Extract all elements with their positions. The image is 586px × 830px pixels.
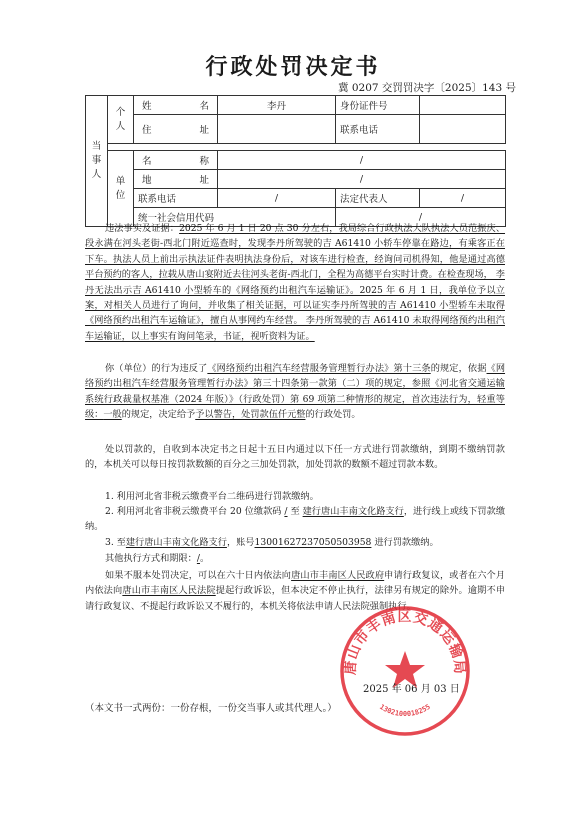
decision-severity: 一般	[103, 409, 122, 421]
method2-text-2: 至	[290, 506, 300, 517]
address-label: 住 址	[134, 115, 218, 144]
facts-text: 2025 年 6 月 1 日 20 点 30 分左右，我局综合行政执法大队执法人员范振庆、段永满在河头老街-西北门附近巡查时，发现李丹所驾驶的吉 A61410 小轿车停靠在路边，有乘客正在下车。执法人员上前出示执法证件表明执法身份后，对该车进行检查，经询问司机得知，他是通过高德平台预约的客人，拉载从唐山宴附近去往河头老街-西北门，全程为高德平台实时计费。在检查现场， 李丹无法出示吉 A61410 小型轿车的《网络预约出租汽车运输证》。2025 年 6 月 1 日，我单位予以立案，对相关人员进行了询问，并收集了相关证据，可以证实李丹所驾驶的吉 A61410 小型轿车未取得《网络预约出租汽车运输证》，擅自从事网约车经营。 李丹所驾驶的吉 A61410 未取得网络预约出租汽车运输证，以上事实有询问笔录，书证，视听资料为证。	[85, 223, 506, 342]
appeal-text-3: 提起行政诉讼，但本决定不停止执行，法律另有规定的除外。逾期不申请行政复议、不提起行政诉讼又不履行的，本机关将依法申请人民法院强制执行。	[85, 585, 506, 612]
other-execution	[85, 551, 505, 566]
method2-payment-code: /	[284, 506, 288, 517]
seal-graphic	[338, 604, 472, 738]
facts-paragraph	[85, 221, 505, 344]
id-label: 身份证件号	[336, 96, 420, 115]
table-gap	[108, 144, 506, 151]
credit-code-label: 统一社会信用代码	[134, 208, 336, 227]
document-title: 行政处罚决定书	[205, 55, 381, 80]
address-value	[218, 115, 336, 144]
unit-phone-label: 联系电话	[134, 189, 218, 208]
other-text-1: 其他执行方式和期限：	[105, 553, 197, 564]
phone-label: 联系电话	[336, 115, 420, 144]
unit-name-label: 名 称	[134, 151, 218, 170]
method3-account: 13001627237050503958	[254, 537, 372, 548]
seal-number: 1302100018255	[378, 702, 432, 719]
payment-method-1: 1. 利用河北省非税云缴费平台二维码进行罚款缴纳。	[105, 491, 319, 502]
phone-value	[420, 115, 506, 144]
method2-bank: 建行唐山丰南文化路支行	[302, 506, 404, 517]
id-value	[420, 96, 506, 115]
decision-paragraph	[85, 361, 505, 423]
payment-method-2	[85, 504, 505, 535]
method3-text-1: 3. 至	[105, 537, 126, 548]
legal-rep-value: /	[420, 189, 506, 208]
method3-text-3: 进行罚款缴纳。	[374, 537, 439, 548]
decision-text-2: 的规定，依据	[430, 363, 487, 374]
legal-rep-label: 法定代表人	[336, 189, 420, 208]
name-value: 李丹	[218, 96, 336, 115]
other-value: /	[196, 553, 200, 564]
method3-bank: 建行唐山丰南文化路支行	[125, 537, 227, 548]
method2-text-3: ，进行线上或线下罚款缴纳。	[85, 506, 506, 533]
appeal-text-2: 申请行政复议，或者在六个月内依法向	[85, 570, 506, 597]
payment-method-3	[85, 535, 505, 550]
unit-address-value: /	[218, 170, 506, 189]
party-info-table	[85, 95, 506, 227]
issue-date: 2025 年 06 月 03 日	[363, 684, 460, 695]
appeal-government: 唐山市丰南区人民政府	[291, 570, 385, 581]
official-seal	[338, 604, 472, 738]
unit-address-label: 地 址	[134, 170, 218, 189]
facts-lead: 违法事实及证据：	[105, 223, 180, 234]
appeal-court: 唐山市丰南区人民法院	[122, 585, 216, 597]
decision-basis-law: 《网络预约出租汽车经营服务管理暂行办法》第三十四条第一款第（二）项的规定，参照《河北省交通运输系统行政裁量权基准（2024 年版）》（行政处罚）第 69 项第二种情形的规定，首次违法行为，轻重等级：	[85, 363, 506, 421]
individual-label: 个人	[108, 96, 134, 144]
method2-text-1: 2. 利用河北省非税云缴费平台 20 位缴款码	[105, 506, 282, 517]
other-text-2: 。	[199, 553, 210, 564]
seal-text: 唐山市丰南区交通运输局	[342, 608, 468, 676]
document-number: 冀 0207 交罚罚决字〔2025〕143 号	[338, 82, 516, 94]
payment-notice: 处以罚款的，自收到本决定书之日起十五日内通过以下任一方式进行罚款缴纳，到期不缴纳罚款的，本机关可以每日按罚款数额的百分之三加处罚款，加处罚款的数额不超过罚款本数。	[85, 444, 505, 471]
decision-penalty: 予以警告，处罚款伍仟元整	[195, 409, 306, 421]
unit-label: 单位	[108, 151, 134, 227]
unit-phone-value: /	[218, 189, 336, 208]
method3-text-2: ，账号	[226, 537, 255, 548]
name-label: 姓 名	[134, 96, 218, 115]
decision-text-4: 的行政处罚。	[305, 409, 361, 421]
decision-text-1: 你（单位）的行为违反了	[105, 363, 208, 374]
unit-name-value: /	[218, 151, 506, 170]
copies-note: （本文书一式两份：一份存根，一份交当事人或其代理人。）	[85, 703, 337, 714]
party-section-label: 当事人	[86, 96, 108, 227]
decision-text-3: 的规定，决定给予	[121, 409, 196, 421]
decision-violated-law: 《网络预约出租汽车经营服务管理暂行办法》第十三条	[207, 363, 431, 374]
appeal-text-1: 如果不服本处罚决定，可以在六十日内依法向	[105, 570, 292, 581]
credit-code-value: /	[336, 208, 506, 227]
